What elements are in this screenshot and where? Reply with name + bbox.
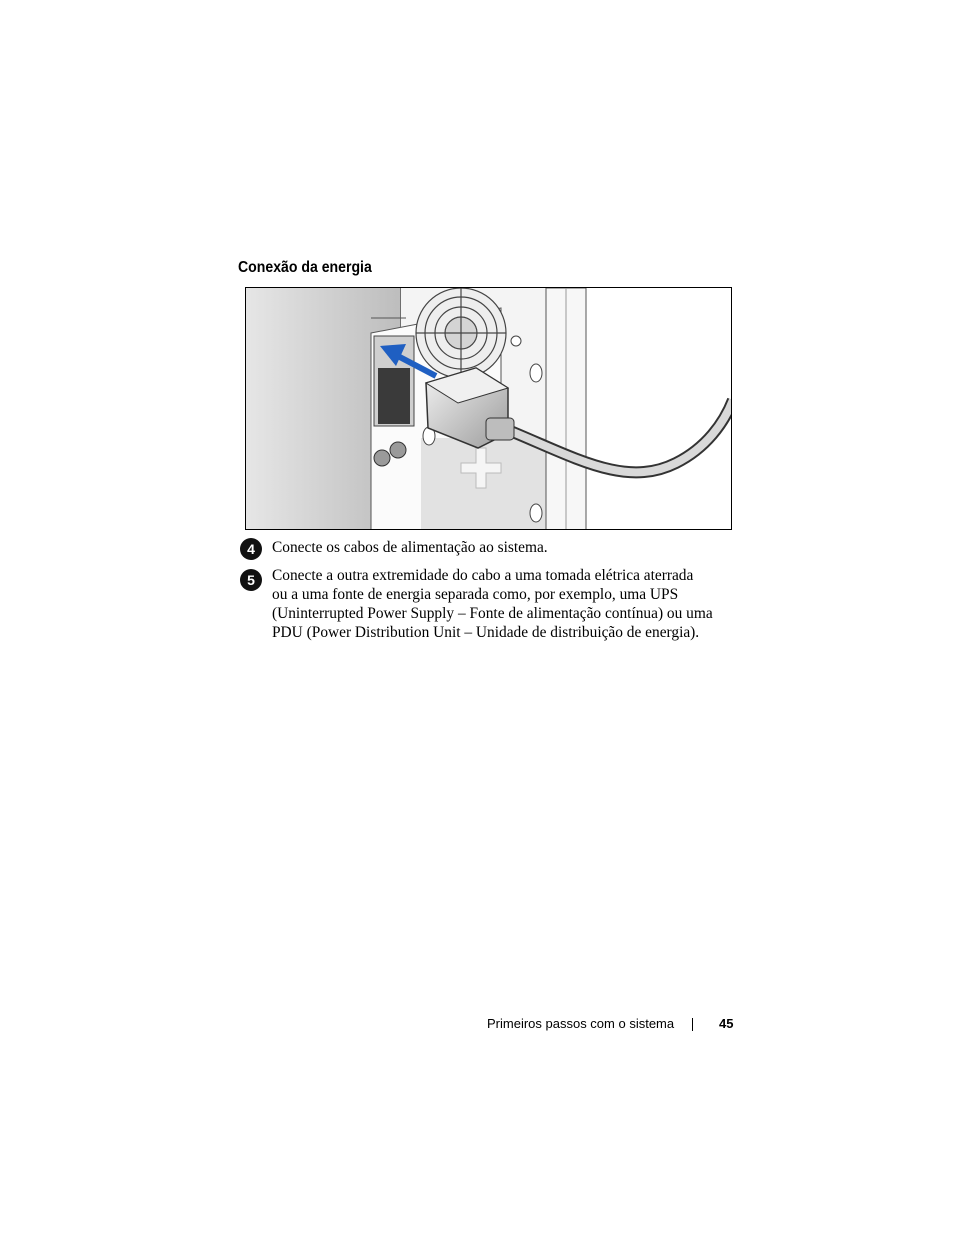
footer-separator [692, 1018, 693, 1031]
footer-chapter-title: Primeiros passos com o sistema [487, 1016, 675, 1031]
page-number: 45 [719, 1016, 734, 1031]
power-cable-diagram [246, 288, 732, 530]
power-connection-illustration [245, 287, 732, 530]
step-text [272, 566, 742, 642]
step-line: (Uninterrupted Power Supply – Fonte de alimentação contínua) ou uma [272, 605, 713, 622]
fan-grill-icon [416, 288, 506, 378]
step-line: Conecte a outra extremidade do cabo a uma tomada elétrica aterrada [272, 567, 694, 584]
power-supply-socket [378, 368, 410, 424]
step-line: Conecte os cabos de alimentação ao sistema. [272, 539, 548, 556]
step-number-badge: 4 [240, 538, 262, 560]
step-number-badge: 5 [240, 569, 262, 591]
section-title: Conexão da energia [238, 259, 372, 276]
step-line: ou a uma fonte de energia separada como, por exemplo, uma UPS [272, 586, 679, 603]
step-text [272, 538, 742, 557]
step-line: PDU (Power Distribution Unit – Unidade de distribuição de energia). [272, 624, 700, 641]
